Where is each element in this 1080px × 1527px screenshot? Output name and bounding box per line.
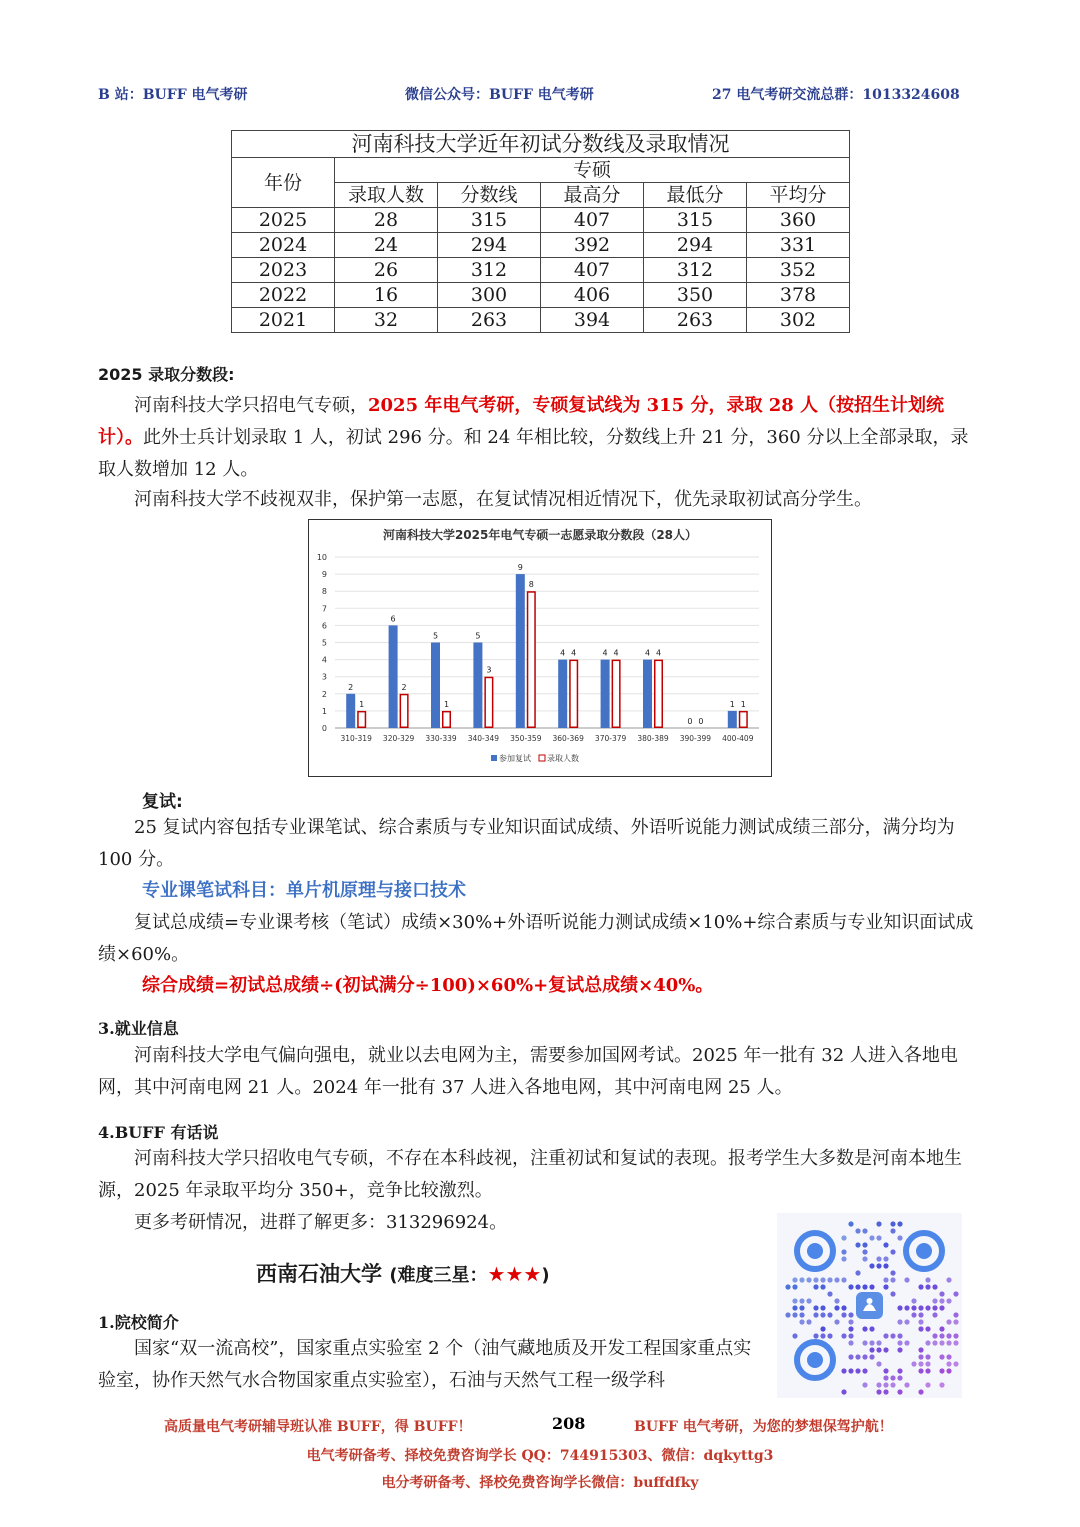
school-name: 西南石油大学 bbox=[256, 1262, 382, 1286]
bar-参加复试 bbox=[389, 625, 398, 728]
table-cell: 407 bbox=[541, 208, 644, 233]
bar-参加复试 bbox=[601, 660, 610, 728]
data-label: 4 bbox=[613, 648, 619, 658]
data-label: 1 bbox=[359, 699, 365, 709]
table-title: 河南科技大学近年初试分数线及录取情况 bbox=[232, 131, 850, 158]
star-icon: ★★★ bbox=[487, 1262, 542, 1286]
table-cell: 32 bbox=[335, 308, 438, 333]
table-row bbox=[232, 233, 850, 258]
legend-swatch bbox=[491, 755, 497, 761]
bar-录取人数 bbox=[570, 660, 578, 727]
header-right: 27 电气考研交流总群：1013324608 bbox=[712, 87, 960, 103]
table-header: 平均分 bbox=[747, 183, 850, 208]
x-tick-label: 390-399 bbox=[679, 734, 712, 743]
data-label: 4 bbox=[571, 648, 577, 658]
retest-score-formula: 复试总成绩=专业课考核（笔试）成绩×30%+外语听说能力测试成绩×10%+综合素质与专业知识面试成绩×60%。 bbox=[98, 912, 974, 965]
x-tick-label: 340-349 bbox=[467, 734, 500, 743]
y-tick-label: 9 bbox=[321, 570, 327, 580]
table-cell: 28 bbox=[335, 208, 438, 233]
data-label: 5 bbox=[432, 631, 439, 641]
x-tick-label: 330-339 bbox=[425, 734, 457, 743]
data-label: 2 bbox=[348, 682, 354, 692]
data-label: 0 bbox=[698, 717, 704, 726]
table-cell: 360 bbox=[747, 208, 850, 233]
table-cell: 16 bbox=[335, 283, 438, 308]
bar-参加复试 bbox=[516, 574, 525, 728]
table-cell: 315 bbox=[644, 208, 747, 233]
table-row bbox=[232, 308, 850, 333]
y-tick-label: 0 bbox=[321, 724, 327, 733]
data-label: 1 bbox=[740, 699, 746, 709]
difficulty-end: ) bbox=[541, 1265, 550, 1286]
chart-svg bbox=[309, 520, 771, 776]
table-cell: 378 bbox=[747, 283, 850, 308]
table-cell: 2022 bbox=[232, 283, 335, 308]
legend-label: 参加复试 bbox=[499, 754, 531, 763]
y-tick-label: 2 bbox=[321, 689, 327, 699]
bar-录取人数 bbox=[612, 660, 620, 727]
school-title bbox=[256, 1258, 550, 1288]
x-tick-label: 360-369 bbox=[552, 734, 584, 743]
total-score-formula: 综合成绩=初试总成绩÷(初试满分÷100)×60%+复试总成绩×40%。 bbox=[142, 975, 714, 996]
data-label: 4 bbox=[655, 648, 662, 658]
retest-content: 25 复试内容包括专业课笔试、综合素质与专业知识面试成绩、外语听说能力测试成绩三部分，满分均为 100 分。 bbox=[98, 817, 955, 870]
paragraph-2025-scores bbox=[98, 390, 982, 486]
legend-label: 录取人数 bbox=[547, 754, 579, 763]
table-cell: 406 bbox=[541, 283, 644, 308]
bar-录取人数 bbox=[485, 677, 493, 727]
bar-录取人数 bbox=[400, 695, 408, 728]
bar-录取人数 bbox=[443, 712, 451, 728]
qr-code bbox=[777, 1213, 962, 1398]
score-distribution-chart bbox=[308, 519, 772, 777]
table-row bbox=[232, 208, 850, 233]
table-row bbox=[232, 258, 850, 283]
table-cell: 331 bbox=[747, 233, 850, 258]
bar-录取人数 bbox=[528, 592, 536, 727]
table-cell: 24 bbox=[335, 233, 438, 258]
table-cell: 352 bbox=[747, 258, 850, 283]
x-tick-label: 310-319 bbox=[340, 734, 372, 743]
table-cell: 2023 bbox=[232, 258, 335, 283]
bar-参加复试 bbox=[558, 660, 567, 728]
data-label: 2 bbox=[401, 682, 407, 692]
paragraph-policy: 河南科技大学不歧视双非，保护第一志愿，在复试情况相近情况下，优先录取初试高分学生。 bbox=[134, 489, 872, 510]
table-header: 分数线 bbox=[438, 183, 541, 208]
table-cell: 2025 bbox=[232, 208, 335, 233]
header-center: 微信公众号：BUFF 电气考研 bbox=[405, 87, 594, 103]
bar-参加复试 bbox=[728, 711, 737, 728]
table-cell: 263 bbox=[438, 308, 541, 333]
page-number: 208 bbox=[552, 1414, 586, 1433]
legend-swatch bbox=[539, 755, 545, 761]
data-label: 1 bbox=[729, 699, 735, 709]
table-cell: 2021 bbox=[232, 308, 335, 333]
bar-参加复试 bbox=[643, 660, 652, 728]
data-label: 1 bbox=[443, 699, 450, 709]
table-cell: 312 bbox=[438, 258, 541, 283]
x-tick-label: 400-409 bbox=[722, 734, 754, 743]
table-cell: 26 bbox=[335, 258, 438, 283]
data-label: 0 bbox=[687, 717, 693, 726]
data-label: 9 bbox=[517, 563, 523, 573]
bar-参加复试 bbox=[473, 643, 482, 729]
table-cell: 312 bbox=[644, 258, 747, 283]
table-cell: 392 bbox=[541, 233, 644, 258]
table-cell: 350 bbox=[644, 283, 747, 308]
data-label: 6 bbox=[390, 614, 396, 624]
section-heading-2025: 2025 录取分数段: bbox=[98, 365, 235, 384]
score-table bbox=[231, 130, 850, 333]
footer-contact-2: 电分考研备考、择校免费咨询学长微信：buffdfky bbox=[381, 1475, 699, 1491]
y-tick-label: 8 bbox=[321, 587, 327, 597]
footer-slogan-right: BUFF 电气考研，为您的梦想保驾护航！ bbox=[634, 1419, 893, 1435]
buff-content: 河南科技大学只招收电气专硕，不存在本科歧视，注重初试和复试的表现。报考学生大多数是河南本地生源，2025 年录取平均分 350+，竞争比较激烈。 bbox=[98, 1148, 962, 1201]
bar-参加复试 bbox=[431, 643, 440, 729]
intro-heading: 1.院校简介 bbox=[98, 1313, 179, 1332]
x-tick-label: 380-389 bbox=[637, 734, 669, 743]
y-tick-label: 7 bbox=[321, 604, 327, 614]
data-label: 5 bbox=[475, 631, 481, 641]
text: 河南科技大学只招电气专硕， bbox=[134, 395, 368, 416]
table-header-group: 专硕 bbox=[335, 158, 850, 183]
buff-group: 更多考研情况，进群了解更多：313296924。 bbox=[134, 1212, 508, 1233]
y-tick-label: 5 bbox=[321, 638, 327, 648]
x-tick-label: 320-329 bbox=[382, 734, 415, 743]
data-label: 3 bbox=[486, 665, 492, 675]
bar-录取人数 bbox=[740, 712, 748, 728]
data-label: 8 bbox=[528, 580, 534, 590]
table-header-year: 年份 bbox=[232, 158, 335, 208]
table-cell: 2024 bbox=[232, 233, 335, 258]
table-cell: 263 bbox=[644, 308, 747, 333]
difficulty-label: (难度三星： bbox=[389, 1265, 488, 1286]
table-cell: 315 bbox=[438, 208, 541, 233]
table-cell: 394 bbox=[541, 308, 644, 333]
bar-参加复试 bbox=[346, 694, 355, 728]
y-tick-label: 1 bbox=[321, 706, 327, 716]
table-cell: 407 bbox=[541, 258, 644, 283]
data-label: 4 bbox=[602, 648, 608, 658]
x-tick-label: 350-359 bbox=[510, 734, 542, 743]
intro-content: 国家“双一流高校”，国家重点实验室 2 个（油气藏地质及开发工程国家重点实验室，协作天然气水合物国家重点实验室），石油与天然气工程一级学科 bbox=[98, 1338, 752, 1391]
chart-title: 河南科技大学2025年电气专硕一志愿录取分数段（28人） bbox=[382, 528, 698, 542]
buff-heading: 4.BUFF 有话说 bbox=[98, 1123, 219, 1142]
y-tick-label: 6 bbox=[321, 621, 327, 631]
highlight-text: 2025 年电气考研，专硕复试线为 315 分，录取 28 人（按招生计划统计）。 bbox=[98, 395, 945, 448]
retest-heading: 复试: bbox=[142, 792, 183, 812]
table-row bbox=[232, 283, 850, 308]
table-header: 最低分 bbox=[644, 183, 747, 208]
data-label: 4 bbox=[560, 648, 566, 658]
text: 此外士兵计划录取 1 人，初试 296 分。和 24 年相比较，分数线上升 21 分，360 分以上全部录取，录取人数增加 12 人。 bbox=[98, 427, 969, 480]
header-left: B 站：BUFF 电气考研 bbox=[98, 87, 248, 103]
employment-content: 河南科技大学电气偏向强电，就业以去电网为主，需要参加国网考试。2025 年一批有 32 人进入各地电网，其中河南电网 21 人。2024 年一批有 37 人进入各地电网，其中河南电网 25 人。 bbox=[98, 1045, 958, 1098]
y-tick-label: 10 bbox=[316, 553, 327, 562]
data-label: 4 bbox=[644, 648, 651, 658]
employment-heading: 3.就业信息 bbox=[98, 1019, 179, 1038]
table-cell: 302 bbox=[747, 308, 850, 333]
table-header: 最高分 bbox=[541, 183, 644, 208]
y-tick-label: 3 bbox=[321, 672, 327, 682]
x-tick-label: 370-379 bbox=[594, 734, 627, 743]
table-header: 录取人数 bbox=[335, 183, 438, 208]
bar-录取人数 bbox=[655, 660, 663, 727]
footer-slogan-left: 高质量电气考研辅导班认准 BUFF，得 BUFF！ bbox=[164, 1419, 472, 1435]
retest-subject: 专业课笔试科目：单片机原理与接口技术 bbox=[142, 880, 466, 901]
y-tick-label: 4 bbox=[321, 655, 327, 665]
footer-contact-1: 电气考研备考、择校免费咨询学长 QQ：744915303、微信：dqkyttg3 bbox=[306, 1448, 774, 1464]
table-cell: 294 bbox=[644, 233, 747, 258]
table-cell: 300 bbox=[438, 283, 541, 308]
bar-录取人数 bbox=[358, 712, 366, 728]
table-cell: 294 bbox=[438, 233, 541, 258]
